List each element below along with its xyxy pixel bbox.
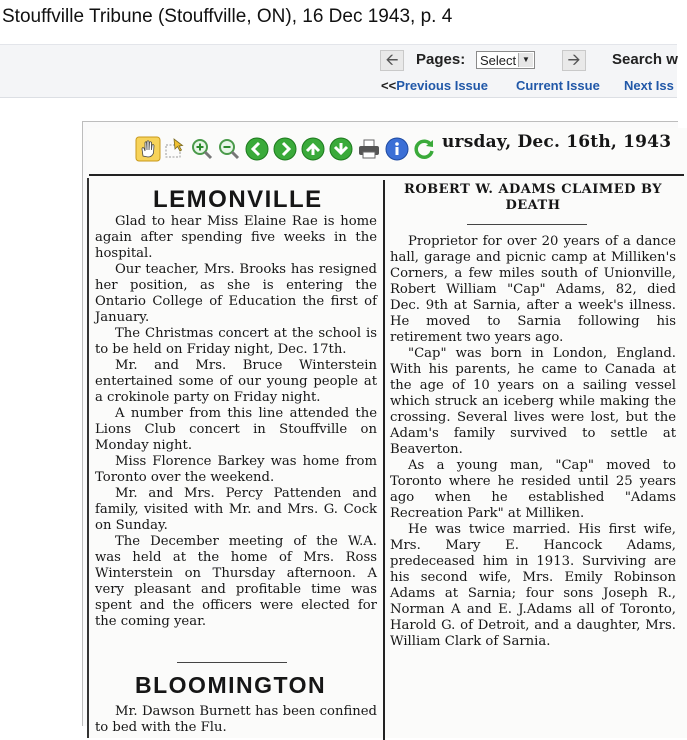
page-right-icon[interactable] bbox=[272, 136, 298, 162]
bloomington-heading: BLOOMINGTON bbox=[135, 672, 327, 698]
article-paragraph: Our teacher, Mrs. Brooks has resigned her position, as she is entering the Ontario College of Education the first of January. bbox=[95, 262, 377, 325]
page-down-icon[interactable] bbox=[328, 136, 354, 162]
article-paragraph: Mr. Dawson Burnett has been confined to bed with the Flu. bbox=[95, 704, 377, 735]
pages-select[interactable] bbox=[476, 51, 535, 69]
article-paragraph: Glad to hear Miss Elaine Rae is home again after spending five weeks in the hospital. bbox=[95, 214, 377, 261]
search-label[interactable]: Search w bbox=[612, 51, 678, 68]
article-paragraph: The Christmas concert at the school is to be held on Friday night, Dec. 17th. bbox=[95, 326, 377, 357]
current-issue-link[interactable]: Current Issue bbox=[516, 78, 600, 93]
previous-issue-label: Previous Issue bbox=[396, 78, 488, 93]
print-icon[interactable] bbox=[356, 136, 382, 162]
heading-rule bbox=[467, 224, 587, 225]
select-region-icon[interactable] bbox=[162, 136, 188, 162]
article-paragraph: Proprietor for over 20 years of a dance hall, garage and picnic camp at Milliken's Corners, a few miles south of Unionville, Robert William "Cap" Adams, 82, died Dec. 9th at Sarnia, after a week's illness. He moved to Sarnia following his retirement two years ago. bbox=[390, 234, 676, 345]
bloomington-article bbox=[95, 704, 377, 736]
article-paragraph: "Cap" was born in London, England. With his parents, he came to Canada at the age of 10 years on a sailing vessel which struck an iceberg while making the crossing. Several lives were lost, but the Adam's family survived to settle at Beaverton. bbox=[390, 346, 676, 457]
article-paragraph: As a young man, "Cap" moved to Toronto where he resided until 25 years ago when he established "Adams Recreation Park" at Milliken. bbox=[390, 458, 676, 521]
adams-article bbox=[390, 234, 676, 650]
adams-heading: ROBERT W. ADAMS CLAIMED BY DEATH bbox=[404, 182, 662, 213]
article-paragraph: A number from this line attended the Lions Club concert in Stouffville on Monday night. bbox=[95, 406, 377, 453]
page-viewer[interactable] bbox=[82, 121, 678, 735]
lemonville-heading: LEMONVILLE bbox=[153, 186, 323, 213]
info-icon[interactable] bbox=[384, 136, 410, 162]
article-paragraph: The December meeting of the W.A. was held at the home of Mrs. Ross Winterstein on Thursday afternoon. A very pleasant and profitable time was spent and the officers were elected for the coming year. bbox=[95, 534, 377, 629]
zoom-out-icon[interactable] bbox=[216, 136, 242, 162]
previous-issue-prefix: << bbox=[381, 78, 397, 93]
left-arrow-icon[interactable]: 🡨 bbox=[380, 50, 404, 71]
page-title: Stouffville Tribune (Stouffville, ON), 16 Dec 1943, p. 4 bbox=[2, 6, 453, 27]
column-border bbox=[87, 178, 89, 738]
pages-select-value: Select bbox=[480, 53, 517, 68]
column-divider bbox=[383, 180, 385, 740]
article-paragraph: He was twice married. His first wife, Mrs. Mary E. Hancock Adams, predeceased him in 1913. Surviving are his second wife, Mrs. Emily Robinson Adams at Sarnia; four sons Joseph R., Norman A and E. J.Adams all of Toronto, Harold G. of Detroit, and a daughter, Mrs. William Clark of Sarnia. bbox=[390, 522, 676, 649]
newspaper-masthead: ursday, Dec. 16th, 1943 bbox=[442, 132, 672, 152]
page-up-icon[interactable] bbox=[300, 136, 326, 162]
right-arrow-icon[interactable]: 🡪 bbox=[562, 50, 586, 71]
article-paragraph: Miss Florence Barkey was home from Toronto over the weekend. bbox=[95, 454, 377, 485]
previous-issue-link[interactable] bbox=[381, 78, 488, 93]
refresh-icon[interactable] bbox=[412, 136, 438, 162]
lemonville-article bbox=[95, 214, 377, 630]
article-paragraph: Mr. and Mrs. Bruce Winterstein entertained some of our young people at a crokinole party on Friday night. bbox=[95, 358, 377, 405]
article-paragraph: Mr. and Mrs. Percy Pattenden and family, visited with Mr. and Mrs. G. Cock on Sunday. bbox=[95, 486, 377, 533]
pan-hand-icon[interactable] bbox=[135, 136, 161, 162]
pages-label: Pages: bbox=[416, 51, 466, 68]
article-separator bbox=[177, 662, 287, 663]
zoom-in-icon[interactable] bbox=[189, 136, 215, 162]
page-left-icon[interactable] bbox=[244, 136, 270, 162]
masthead-rule bbox=[89, 174, 684, 176]
newspaper-page bbox=[87, 128, 687, 738]
next-issue-link[interactable]: Next Iss bbox=[624, 78, 674, 93]
chevron-down-icon[interactable]: ▼ bbox=[518, 53, 533, 67]
